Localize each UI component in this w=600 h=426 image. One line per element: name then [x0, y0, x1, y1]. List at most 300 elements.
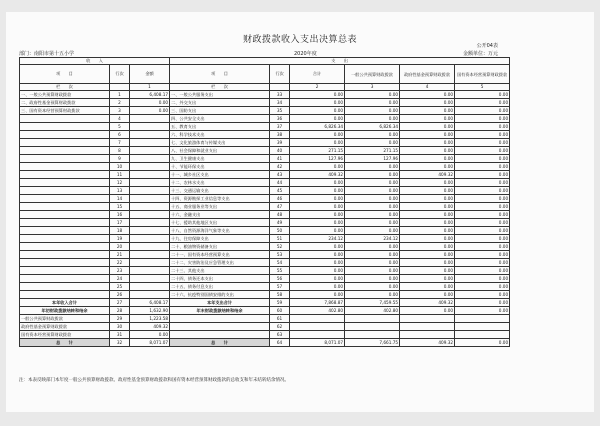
- expense-soe: 0.00: [455, 251, 510, 259]
- income-amount: [130, 179, 170, 187]
- expense-item: 十八、自然资源海洋气象等支出: [170, 227, 270, 235]
- expense-soe: 0.00: [455, 259, 510, 267]
- expense-row-no: 43: [270, 171, 290, 179]
- column-index: 5: [455, 84, 510, 91]
- expense-item-header: 项 目: [170, 65, 270, 84]
- expense-total: 0.00: [290, 115, 345, 123]
- expense-general: 0.00: [345, 275, 400, 283]
- expense-soe: 0.00: [455, 291, 510, 299]
- income-amount: [130, 275, 170, 283]
- income-row-no: 20: [110, 243, 130, 251]
- table-row: [20, 171, 510, 179]
- income-amount: [130, 123, 170, 131]
- expense-general: 0.00: [345, 267, 400, 275]
- expense-general: 0.00: [345, 115, 400, 123]
- expense-row-no: 60: [270, 307, 290, 315]
- income-amount: 0.00: [130, 99, 170, 107]
- expense-row-no: 47: [270, 203, 290, 211]
- income-item: [20, 251, 110, 259]
- expense-row-no: 57: [270, 283, 290, 291]
- income-row-no: 2: [110, 99, 130, 107]
- table-row: [20, 91, 510, 99]
- income-amount: [130, 203, 170, 211]
- expense-item: 二十、粮油物资储备支出: [170, 243, 270, 251]
- income-item: [20, 267, 110, 275]
- expense-general: 7,661.75: [345, 339, 400, 347]
- expense-fund: 0.00: [400, 259, 455, 267]
- income-item: [20, 139, 110, 147]
- expense-soe: 0.00: [455, 99, 510, 107]
- expense-soe: [455, 331, 510, 339]
- expense-general: 0.00: [345, 259, 400, 267]
- income-row-no: 6: [110, 131, 130, 139]
- income-amount: [130, 251, 170, 259]
- expense-row-header: 行次: [270, 65, 290, 84]
- expense-item: 八、社会保障和就业支出: [170, 147, 270, 155]
- expense-soe: 0.00: [455, 91, 510, 99]
- expense-general: 0.00: [345, 219, 400, 227]
- expense-fund: 0.00: [400, 123, 455, 131]
- expense-fund: 0.00: [400, 147, 455, 155]
- expense-soe: 0.00: [455, 299, 510, 307]
- expense-total: 0.00: [290, 275, 345, 283]
- income-row-no: 8: [110, 147, 130, 155]
- expense-soe: [455, 323, 510, 331]
- income-item: [20, 187, 110, 195]
- expense-general: 7,459.55: [345, 299, 400, 307]
- expense-fund: 0.00: [400, 235, 455, 243]
- table-row: [20, 187, 510, 195]
- income-amount: [130, 227, 170, 235]
- income-row-no: 23: [110, 267, 130, 275]
- income-amount: 0.00: [130, 331, 170, 339]
- column-index-label: 栏 次: [170, 84, 270, 91]
- income-row-no: 5: [110, 123, 130, 131]
- expense-general: [345, 331, 400, 339]
- income-item: 三、国有资本经营预算财政拨款: [20, 107, 110, 115]
- expense-item: 十九、住房保障支出: [170, 235, 270, 243]
- expense-row-no: 38: [270, 131, 290, 139]
- amount-unit: 金额单位：万元: [462, 51, 498, 57]
- income-amount: [130, 243, 170, 251]
- expense-general: 0.00: [345, 179, 400, 187]
- expense-total: 0.00: [290, 131, 345, 139]
- expense-total: 0.00: [290, 163, 345, 171]
- expense-soe: 0.00: [455, 131, 510, 139]
- expense-item: 一、一般公共服务支出: [170, 91, 270, 99]
- expense-general: [345, 323, 400, 331]
- expense-item: 十七、援助其他地区支出: [170, 219, 270, 227]
- expense-total: 0.00: [290, 179, 345, 187]
- expense-row-no: 36: [270, 115, 290, 123]
- expense-general: 0.00: [345, 211, 400, 219]
- income-row-no: 15: [110, 203, 130, 211]
- income-item: 二、政府性基金预算财政拨款: [20, 99, 110, 107]
- expense-row-no: 49: [270, 219, 290, 227]
- expense-item: 十二、农林水支出: [170, 179, 270, 187]
- income-item: [20, 171, 110, 179]
- expense-general: [345, 315, 400, 323]
- expense-item: 十六、金融支出: [170, 211, 270, 219]
- expense-total: [290, 331, 345, 339]
- expense-general: 402.80: [345, 307, 400, 315]
- income-amount: 6,408.17: [130, 91, 170, 99]
- expense-fund: 0.00: [400, 275, 455, 283]
- expense-total: 0.00: [290, 227, 345, 235]
- income-item: [20, 243, 110, 251]
- income-amount: [130, 219, 170, 227]
- table-row: [20, 227, 510, 235]
- income-row-no: 31: [110, 331, 130, 339]
- expense-soe: 0.00: [455, 203, 510, 211]
- expense-item: 十一、城乡社区支出: [170, 171, 270, 179]
- expense-total: 0.00: [290, 91, 345, 99]
- income-item: [20, 211, 110, 219]
- table-row: [20, 163, 510, 171]
- expense-item: 十四、资源勘探工业信息等支出: [170, 195, 270, 203]
- expense-fund: 0.00: [400, 163, 455, 171]
- expense-row-no: 53: [270, 251, 290, 259]
- expense-fund: [400, 323, 455, 331]
- expense-total: 0.00: [290, 99, 345, 107]
- expense-soe: 0.00: [455, 147, 510, 155]
- expense-general: 0.00: [345, 243, 400, 251]
- income-row-no: 28: [110, 307, 130, 315]
- expense-item: 五、教育支出: [170, 123, 270, 131]
- income-item: 政府性基金预算财政拨款: [20, 323, 110, 331]
- income-amount: 1,632.90: [130, 307, 170, 315]
- income-row-no: 17: [110, 219, 130, 227]
- income-amount: [130, 171, 170, 179]
- income-row-no: 26: [110, 291, 130, 299]
- expense-item: 本年支出合计: [170, 299, 270, 307]
- income-amount: [130, 163, 170, 171]
- income-amount: 8,071.07: [130, 339, 170, 347]
- expense-soe: 0.00: [455, 267, 510, 275]
- expense-item: 二十六、抗疫特别国债安排的支出: [170, 291, 270, 299]
- income-item: 国有资本经营预算财政拨款: [20, 331, 110, 339]
- expense-total: 402.80: [290, 307, 345, 315]
- expense-item: 二十一、国有资本经营预算支出: [170, 251, 270, 259]
- page-title: 财政拨款收入支出决算总表: [242, 35, 357, 45]
- expense-fund: 0.00: [400, 99, 455, 107]
- expense-general: 0.00: [345, 91, 400, 99]
- expense-soe: 0.00: [455, 163, 510, 171]
- income-item: [20, 259, 110, 267]
- expense-soe: 0.00: [455, 243, 510, 251]
- expense-soe: 0.00: [455, 171, 510, 179]
- expense-general: 0.00: [345, 195, 400, 203]
- expense-soe: 0.00: [455, 139, 510, 147]
- expense-header: 支 出: [170, 58, 510, 65]
- income-amount: 0.00: [130, 107, 170, 115]
- expense-item: 二十五、债务付息支出: [170, 283, 270, 291]
- expense-fund: 0.00: [400, 291, 455, 299]
- expense-row-no: 56: [270, 275, 290, 283]
- expense-item: 年末财政拨款结转和结余: [170, 307, 270, 315]
- income-item: [20, 219, 110, 227]
- expense-row-no: 59: [270, 299, 290, 307]
- table-row: [20, 259, 510, 267]
- income-amount: [130, 259, 170, 267]
- expense-item: 二、外交支出: [170, 99, 270, 107]
- income-item: [20, 275, 110, 283]
- income-item: [20, 227, 110, 235]
- table-row: [20, 235, 510, 243]
- fund-budget-header: 政府性基金预算财政拨款: [400, 65, 455, 84]
- expense-general: 234.12: [345, 235, 400, 243]
- expense-general: 6,826.34: [345, 123, 400, 131]
- income-row-no: 16: [110, 211, 130, 219]
- column-index: 1: [130, 84, 170, 91]
- expense-total: 0.00: [290, 195, 345, 203]
- income-item: 年初财政拨款结转和结余: [20, 307, 110, 315]
- income-item: 一、一般公共预算财政拨款: [20, 91, 110, 99]
- column-index: 2: [290, 84, 345, 91]
- income-row-no: 24: [110, 275, 130, 283]
- income-item-header: 项 目: [20, 65, 110, 84]
- income-item: [20, 123, 110, 131]
- expense-soe: 0.00: [455, 227, 510, 235]
- table-row: [20, 115, 510, 123]
- income-item: 本年收入合计: [20, 299, 110, 307]
- expense-total: 409.32: [290, 171, 345, 179]
- income-row-no: 18: [110, 227, 130, 235]
- expense-soe: 0.00: [455, 339, 510, 347]
- expense-general: 0.00: [345, 187, 400, 195]
- income-row-no: 14: [110, 195, 130, 203]
- expense-fund: 0.00: [400, 227, 455, 235]
- expense-soe: 0.00: [455, 187, 510, 195]
- expense-total: [290, 323, 345, 331]
- income-row-no: 4: [110, 115, 130, 123]
- expense-fund: [400, 315, 455, 323]
- expense-item: 九、卫生健康支出: [170, 155, 270, 163]
- expense-item: 四、公共安全支出: [170, 115, 270, 123]
- income-amount: [130, 131, 170, 139]
- table-row: [20, 131, 510, 139]
- expense-soe: 0.00: [455, 155, 510, 163]
- expense-total: 0.00: [290, 219, 345, 227]
- table-row: [20, 283, 510, 291]
- table-row: [20, 195, 510, 203]
- expense-general: 0.00: [345, 131, 400, 139]
- income-row-header: 行次: [110, 65, 130, 84]
- column-index: 4: [400, 84, 455, 91]
- income-row-no: 22: [110, 259, 130, 267]
- income-amount: 6,408.17: [130, 299, 170, 307]
- expense-total: 0.00: [290, 267, 345, 275]
- income-row-no: 9: [110, 155, 130, 163]
- expense-row-no: 64: [270, 339, 290, 347]
- income-amount-header: 金额: [130, 65, 170, 84]
- table-row: [20, 307, 510, 315]
- income-row-no: 32: [110, 339, 130, 347]
- table-row: [20, 123, 510, 131]
- expense-row-no: 61: [270, 315, 290, 323]
- income-row-no: 27: [110, 299, 130, 307]
- expense-row-no: 37: [270, 123, 290, 131]
- expense-item: [170, 331, 270, 339]
- expense-general: 0.00: [345, 107, 400, 115]
- expense-item: 二十二、灾害防治及应急管理支出: [170, 259, 270, 267]
- income-item: [20, 203, 110, 211]
- income-amount: [130, 211, 170, 219]
- expense-row-no: 58: [270, 291, 290, 299]
- expense-item: 二十四、债务还本支出: [170, 275, 270, 283]
- income-amount: [130, 139, 170, 147]
- table-row: [20, 147, 510, 155]
- expense-general: 0.00: [345, 227, 400, 235]
- expense-total: 271.15: [290, 147, 345, 155]
- income-item: [20, 115, 110, 123]
- income-row-no: 7: [110, 139, 130, 147]
- document-sheet: [6, 12, 594, 412]
- expense-item: 十五、商业服务业等支出: [170, 203, 270, 211]
- expense-fund: 0.00: [400, 115, 455, 123]
- expense-total: 7,868.87: [290, 299, 345, 307]
- expense-fund: 0.00: [400, 251, 455, 259]
- expense-fund: 0.00: [400, 131, 455, 139]
- table-row: [20, 155, 510, 163]
- expense-row-no: 42: [270, 163, 290, 171]
- expense-row-no: 55: [270, 267, 290, 275]
- expense-general: 0.00: [345, 283, 400, 291]
- expense-general: 0.00: [345, 251, 400, 259]
- expense-fund: 0.00: [400, 203, 455, 211]
- income-item: [20, 155, 110, 163]
- income-item: [20, 179, 110, 187]
- expense-soe: 0.00: [455, 179, 510, 187]
- expense-total: 0.00: [290, 107, 345, 115]
- table-row: [20, 275, 510, 283]
- table-row: [20, 315, 510, 323]
- table-row: [20, 267, 510, 275]
- income-row-no: 13: [110, 187, 130, 195]
- expense-row-no: 33: [270, 91, 290, 99]
- income-item: [20, 147, 110, 155]
- expense-row-no: 40: [270, 147, 290, 155]
- table-row: [20, 243, 510, 251]
- expense-item: 三、国防支出: [170, 107, 270, 115]
- expense-soe: 0.00: [455, 123, 510, 131]
- expense-fund: 0.00: [400, 195, 455, 203]
- expense-item: 十三、交通运输支出: [170, 187, 270, 195]
- income-amount: [130, 235, 170, 243]
- expense-soe: 0.00: [455, 195, 510, 203]
- expense-total: 6,826.34: [290, 123, 345, 131]
- expense-total: 234.12: [290, 235, 345, 243]
- soe-budget-header: 国有资本经营预算财政拨款: [455, 65, 510, 84]
- expense-fund: 0.00: [400, 187, 455, 195]
- expense-general: 0.00: [345, 171, 400, 179]
- finance-table: [19, 57, 510, 347]
- expense-row-no: 54: [270, 259, 290, 267]
- expense-total: 0.00: [290, 259, 345, 267]
- expense-fund: 0.00: [400, 211, 455, 219]
- table-row: [20, 203, 510, 211]
- income-row-no: 11: [110, 171, 130, 179]
- income-row-no: 1: [110, 91, 130, 99]
- expense-item: 二十三、其他支出: [170, 267, 270, 275]
- table-row: [20, 179, 510, 187]
- expense-total: 0.00: [290, 243, 345, 251]
- expense-fund: 0.00: [400, 91, 455, 99]
- expense-row-no: 62: [270, 323, 290, 331]
- expense-item: 六、科学技术支出: [170, 131, 270, 139]
- expense-total: 0.00: [290, 203, 345, 211]
- table-code: 公开04表: [476, 43, 498, 49]
- expense-general: 0.00: [345, 139, 400, 147]
- expense-soe: 0.00: [455, 107, 510, 115]
- income-amount: [130, 291, 170, 299]
- table-row: [20, 219, 510, 227]
- table-row: [20, 323, 510, 331]
- income-item: 一般公共预算财政拨款: [20, 315, 110, 323]
- department-label: 部门：南阳市第十五小学: [19, 51, 75, 57]
- income-amount: 1,223.58: [130, 315, 170, 323]
- column-index-label: 栏 次: [20, 84, 110, 91]
- income-amount: [130, 155, 170, 163]
- expense-total: 127.96: [290, 155, 345, 163]
- income-amount: [130, 147, 170, 155]
- expense-general: 0.00: [345, 203, 400, 211]
- expense-row-no: 46: [270, 195, 290, 203]
- expense-soe: 0.00: [455, 275, 510, 283]
- expense-general: 0.00: [345, 99, 400, 107]
- expense-row-no: 34: [270, 99, 290, 107]
- expense-row-no: 35: [270, 107, 290, 115]
- table-row: [20, 251, 510, 259]
- expense-fund: 0.00: [400, 283, 455, 291]
- expense-row-no: 41: [270, 155, 290, 163]
- expense-row-no: 45: [270, 187, 290, 195]
- expense-item: 总 计: [170, 339, 270, 347]
- expense-general: 0.00: [345, 291, 400, 299]
- expense-fund: 0.00: [400, 139, 455, 147]
- expense-general: 127.96: [345, 155, 400, 163]
- income-row-no: 21: [110, 251, 130, 259]
- income-amount: [130, 267, 170, 275]
- expense-item: 十、节能环保支出: [170, 163, 270, 171]
- expense-row-no: 63: [270, 331, 290, 339]
- expense-soe: 0.00: [455, 211, 510, 219]
- income-row-no: 29: [110, 315, 130, 323]
- expense-total: 0.00: [290, 283, 345, 291]
- table-row: [20, 331, 510, 339]
- income-amount: [130, 187, 170, 195]
- expense-fund: 0.00: [400, 219, 455, 227]
- expense-item: [170, 315, 270, 323]
- expense-fund: 0.00: [400, 179, 455, 187]
- income-item: [20, 235, 110, 243]
- table-row: [20, 139, 510, 147]
- expense-total: 0.00: [290, 251, 345, 259]
- expense-total: 0.00: [290, 139, 345, 147]
- expense-total: 0.00: [290, 211, 345, 219]
- expense-soe: [455, 315, 510, 323]
- expense-fund: 0.00: [400, 155, 455, 163]
- expense-total: 0.00: [290, 291, 345, 299]
- expense-general: 271.15: [345, 147, 400, 155]
- expense-fund: 409.32: [400, 299, 455, 307]
- expense-fund: 0.00: [400, 307, 455, 315]
- income-item: [20, 291, 110, 299]
- table-row: [20, 291, 510, 299]
- column-index: 3: [345, 84, 400, 91]
- table-row: [20, 107, 510, 115]
- income-amount: [130, 195, 170, 203]
